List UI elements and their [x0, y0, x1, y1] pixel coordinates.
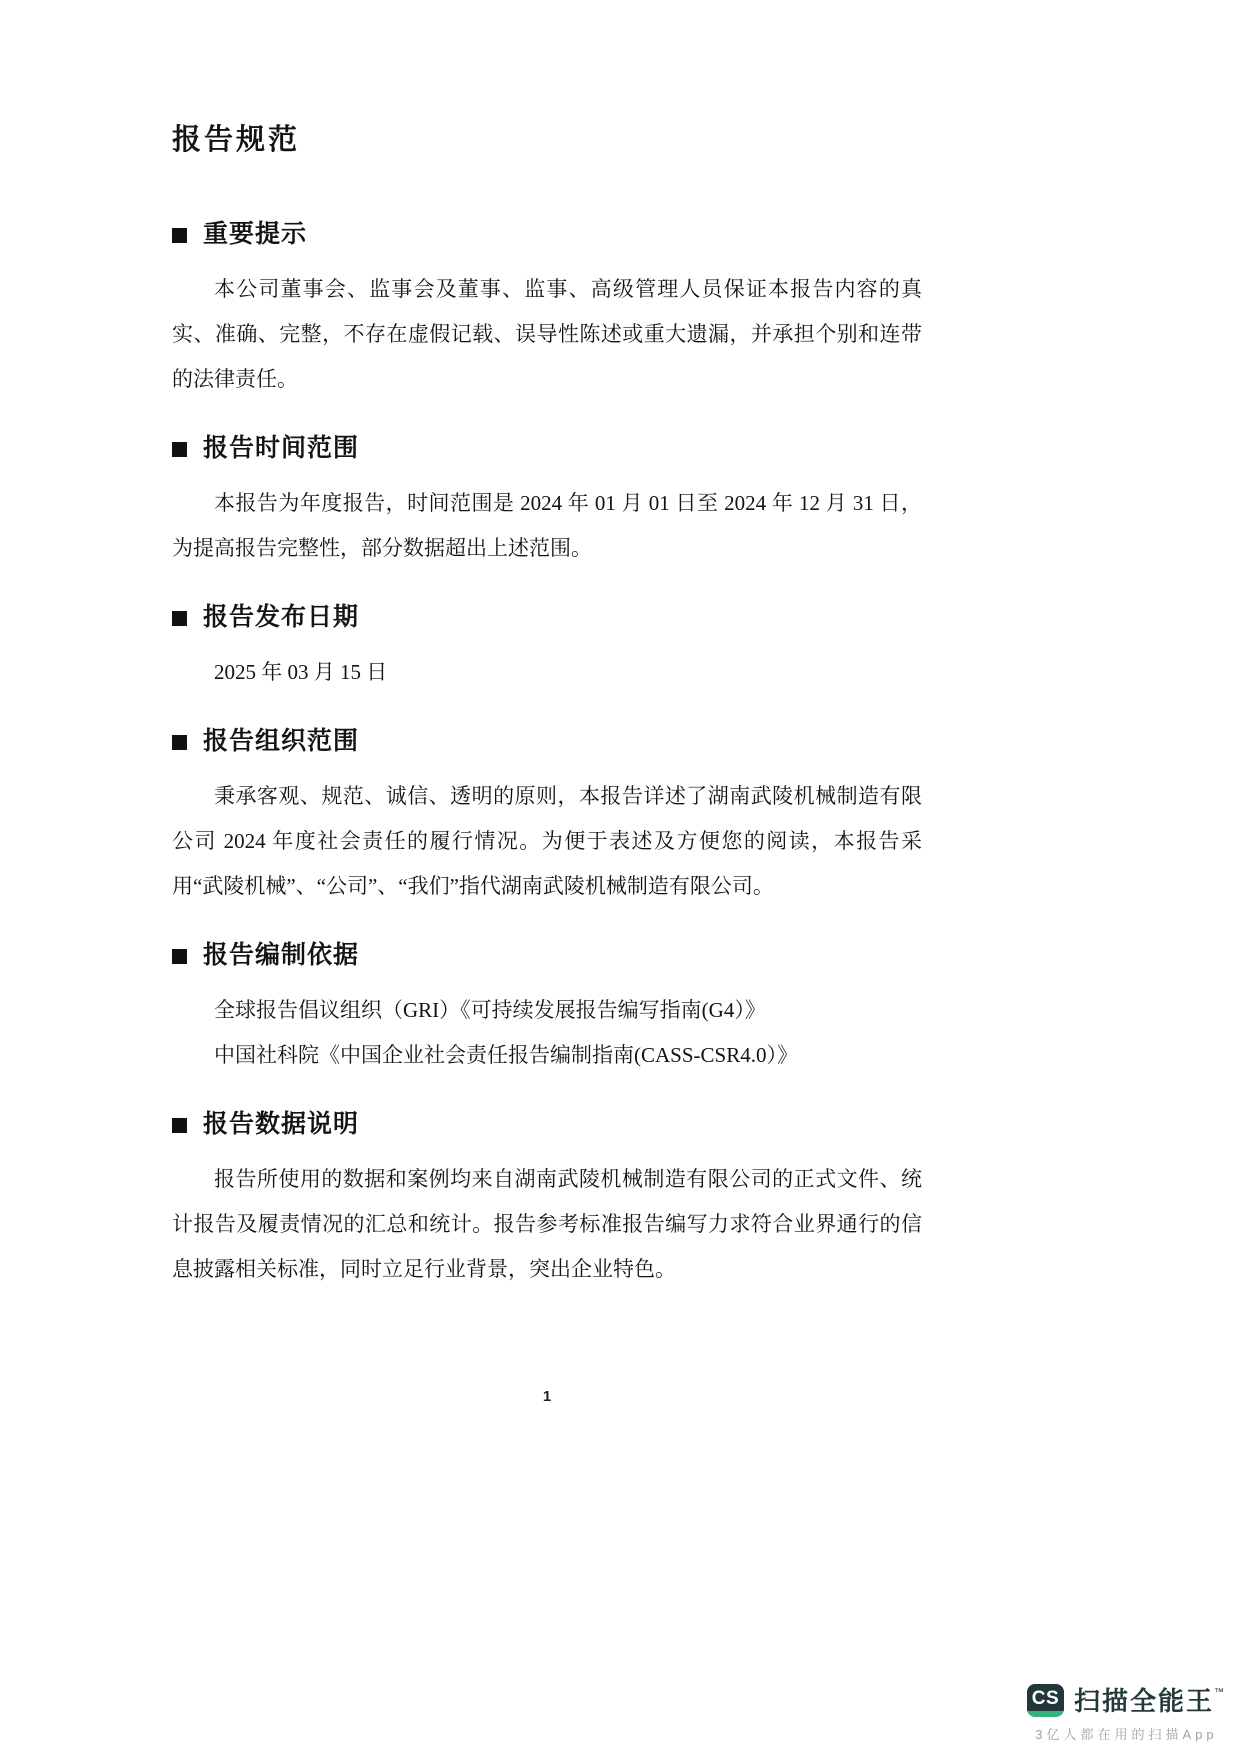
paragraph: 秉承客观、规范、诚信、透明的原则，本报告详述了湖南武陵机械制造有限公司 2024 年度社会责任的履行情况。为便于表述及方便您的阅读，本报告采用“武陵机械”、“公司”、“我们”指代湖南武陵机械制造有限公司。 — [172, 784, 922, 898]
page-number: 1 — [542, 1388, 552, 1405]
section-heading — [172, 432, 922, 465]
camscanner-watermark — [1027, 1684, 1226, 1743]
section-heading-label: 报告时间范围 — [203, 435, 360, 462]
section-heading-label: 报告数据说明 — [203, 1111, 360, 1138]
release-date-value: 2025 年 03 月 15 日 — [214, 660, 388, 684]
section-heading — [172, 939, 922, 972]
watermark-brand — [1073, 1685, 1226, 1716]
paragraph: 本报告为年度报告，时间范围是 2024 年 01 月 01 日至 2024 年 12 月 31 日，为提高报告完整性，部分数据超出上述范围。 — [172, 491, 922, 560]
paragraph: 本公司董事会、监事会及董事、监事、高级管理人员保证本报告内容的真实、准确、完整，不存在虚假记载、误导性陈述或重大遗漏，并承担个别和连带的法律责任。 — [172, 277, 922, 391]
camscanner-logo-icon — [1027, 1684, 1064, 1717]
section-heading — [172, 218, 922, 251]
section-compilation-basis — [172, 939, 922, 1078]
section-heading-label: 报告编制依据 — [203, 942, 360, 969]
section-data-description — [172, 1108, 922, 1292]
watermark-brand-text: 扫描全能王 — [1073, 1685, 1214, 1716]
section-time-range — [172, 432, 922, 571]
section-heading-label: 重要提示 — [203, 221, 308, 248]
section-heading-label: 报告组织范围 — [203, 728, 360, 755]
section-heading — [172, 601, 922, 634]
section-heading — [172, 725, 922, 758]
basis-item-cass: 中国社科院《中国企业社会责任报告编制指南(CASS-CSR4.0）》 — [214, 1043, 798, 1067]
trademark-symbol: ™ — [1214, 1686, 1226, 1698]
bullet-square-icon — [172, 949, 187, 964]
bullet-square-icon — [172, 735, 187, 750]
bullet-square-icon — [172, 442, 187, 457]
bullet-square-icon — [172, 611, 187, 626]
section-release-date — [172, 601, 922, 695]
section-heading — [172, 1108, 922, 1141]
section-heading-label: 报告发布日期 — [203, 604, 360, 631]
page-title: 报告规范 — [172, 124, 301, 156]
document-content — [172, 120, 922, 1300]
basis-item-gri: 全球报告倡议组织（GRI）《可持续发展报告编写指南(G4）》 — [214, 998, 766, 1022]
bullet-square-icon — [172, 228, 187, 243]
watermark-tagline: 3亿人都在用的扫描App — [1035, 1727, 1218, 1742]
paragraph: 报告所使用的数据和案例均来自湖南武陵机械制造有限公司的正式文件、统计报告及履责情况的汇总和统计。报告参考标准报告编写力求符合业界通行的信息披露相关标准，同时立足行业背景，突出企业特色。 — [172, 1167, 922, 1281]
watermark-logo-row — [1027, 1684, 1226, 1717]
section-important-notice — [172, 218, 922, 402]
camscanner-logo-text: CS — [1031, 1687, 1060, 1709]
bullet-square-icon — [172, 1118, 187, 1133]
section-org-scope — [172, 725, 922, 909]
